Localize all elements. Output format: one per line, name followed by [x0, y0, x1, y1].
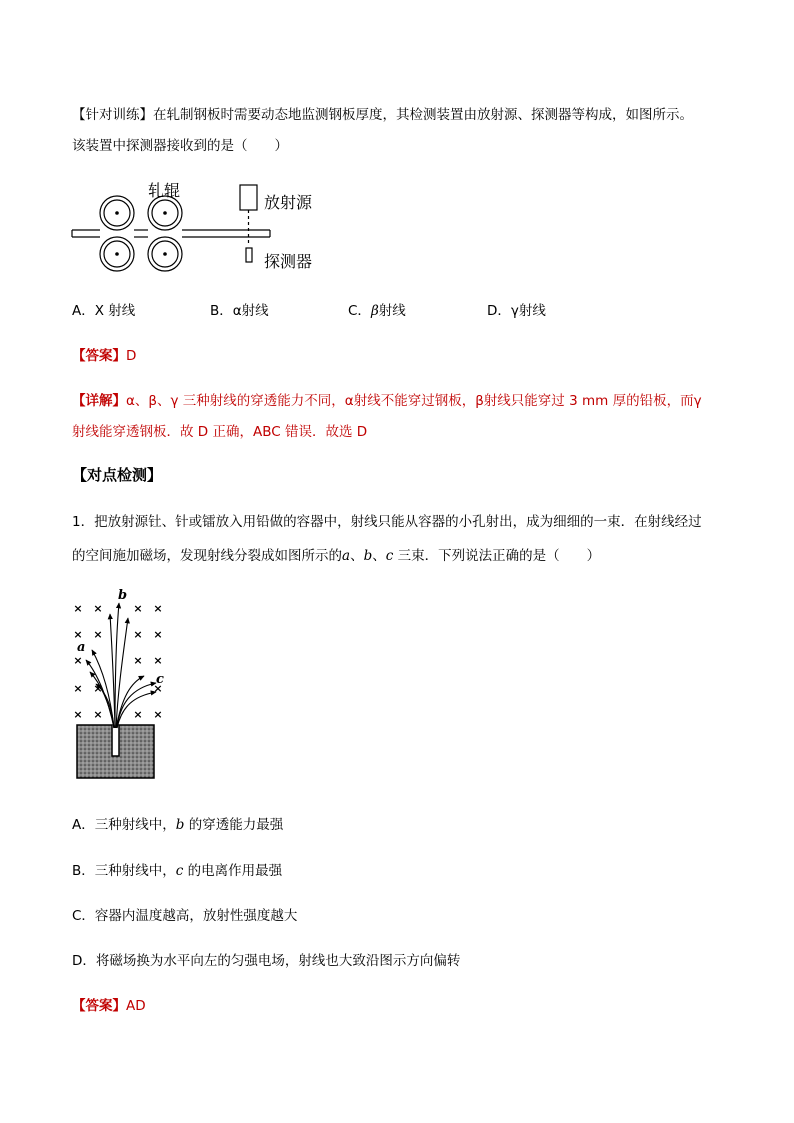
q2-var-a: a [342, 548, 351, 564]
ray-label-b: b [118, 588, 128, 603]
q1-answer [72, 344, 136, 364]
q2-stem-line2 [72, 544, 600, 564]
field-cross: × [133, 628, 143, 641]
q1-detail-line1 [72, 389, 702, 409]
q1-detail-tag: 【详解】 [72, 393, 126, 409]
source-label: 放射源 [264, 193, 313, 212]
field-cross: × [153, 708, 163, 721]
detector-label: 探测器 [264, 252, 313, 271]
q1-option-d: D．γ射线 [487, 303, 546, 319]
field-cross: × [133, 602, 143, 615]
ray-label-a: a [77, 640, 86, 655]
q2-answer-value: AD [126, 998, 146, 1014]
q2-option-a-pre: A．三种射线中， [72, 817, 176, 833]
field-cross: × [153, 682, 163, 695]
section-title: 【对点检测】 [72, 466, 163, 484]
q2-option-d: D．将磁场换为水平向左的匀强电场，射线也大致沿图示方向偏转 [72, 953, 461, 969]
q1-option-a: A．X 射线 [72, 303, 136, 319]
field-cross: × [153, 654, 163, 667]
q1-stem-line1 [72, 103, 693, 123]
q2-stem-line1: 1．把放射源钍、针或镭放入用铅做的容器中，射线只能从容器的小孔射出，成为细细的一束．在射线经过 [72, 514, 702, 530]
field-cross: × [93, 602, 103, 615]
q1-detail-line2: 射线能穿透钢板．故 D 正确，ABC 错误．故选 D [72, 424, 368, 440]
q2-var-b: b [363, 548, 373, 564]
field-cross: × [93, 628, 103, 641]
q2-answer-tag: 【答案】 [72, 998, 126, 1014]
q2-sep1: 、 [350, 548, 364, 564]
q2-var-c: c [385, 548, 394, 564]
q2-option-c: C．容器内温度越高，放射性强度越大 [72, 908, 298, 924]
lead-container [77, 725, 154, 778]
q1-tag: 【针对训练】 [72, 107, 153, 123]
q1-stem-line2: 该装置中探测器接收到的是（ ） [72, 138, 288, 154]
ray-c-1 [117, 683, 156, 728]
ray-b-3 [116, 618, 128, 728]
field-cross: × [73, 708, 83, 721]
q1-option-c-beta: β [370, 303, 379, 319]
q2-option-a-var: b [175, 817, 185, 833]
q1-option-c-prefix: C． [348, 303, 371, 319]
ray-label-c: c [156, 672, 164, 687]
q1-option-c [348, 299, 406, 319]
q1-option-b: B．α射线 [210, 303, 269, 319]
field-cross: × [93, 682, 103, 695]
q2-sep2: 、 [372, 548, 386, 564]
q1-option-c-suffix: 射线 [378, 303, 406, 319]
q1-answer-tag: 【答案】 [72, 348, 126, 364]
field-cross: × [133, 708, 143, 721]
q2-option-b-pre: B．三种射线中， [72, 863, 176, 879]
q2-answer [72, 994, 146, 1014]
field-cross: × [73, 602, 83, 615]
field-cross: × [73, 628, 83, 641]
q2-option-b-post: 的电离作用最强 [183, 863, 283, 879]
q1-stem-text: 在轧制钢板时需要动态地监测钢板厚度，其检测装置由放射源、探测器等构成，如图所示。 [153, 107, 693, 123]
q1-answer-value: D [126, 348, 137, 364]
field-cross: × [153, 628, 163, 641]
field-cross: × [93, 708, 103, 721]
q1-detail-text1: α、β、γ 三种射线的穿透能力不同，α射线不能穿过钢板，β射线只能穿过 3 mm 厚的铅板，而γ [126, 393, 702, 409]
q2-stem-text-a: 的空间施加磁场，发现射线分裂成如图所示的 [72, 548, 342, 564]
field-cross: × [133, 654, 143, 667]
field-cross: × [153, 602, 163, 615]
q2-option-b-var: c [175, 863, 184, 879]
field-cross: × [73, 682, 83, 695]
field-cross: × [73, 654, 83, 667]
q2-option-a-post: 的穿透能力最强 [184, 817, 284, 833]
q2-option-b [72, 859, 282, 879]
q2-option-a [72, 813, 283, 833]
q2-stem-text-b: 三束．下列说法正确的是（ ） [393, 548, 601, 564]
roller-label: 轧辊 [148, 181, 181, 200]
